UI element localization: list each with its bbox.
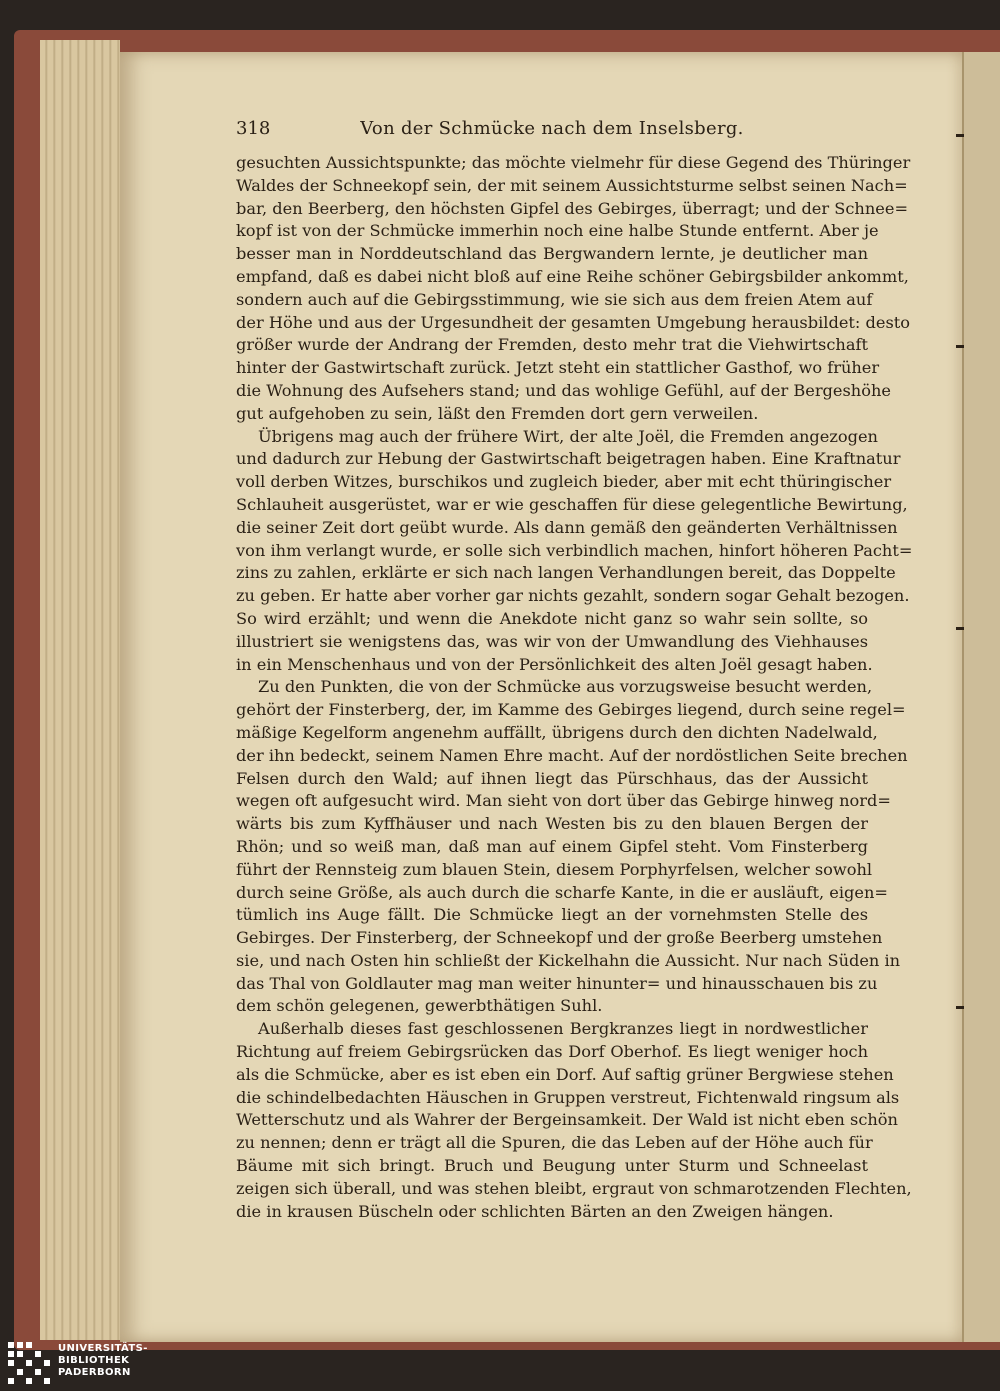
text-line: sie, und nach Osten hin schließt der Kickelhahn die Aussicht. Nur nach Süden in xyxy=(236,950,901,970)
text-line: empfand, daß es dabei nicht bloß auf eine Reihe schöner Gebirgsbilder ankommt, xyxy=(236,266,909,286)
page-tab-mark xyxy=(956,627,964,630)
text-line: zeigen sich überall, und was stehen bleibt, ergraut von schmarotzenden Flechten, xyxy=(236,1178,912,1198)
text-line: gesuchten Aussichtspunkte; das möchte vielmehr für diese Gegend des Thüringer xyxy=(236,153,911,172)
library-logo xyxy=(0,1336,200,1391)
text-line: bar, den Beerberg, den höchsten Gipfel des Gebirges, überragt; und der Schnee= xyxy=(236,198,909,218)
body-text xyxy=(236,152,913,1223)
text-line: Übrigens mag auch der frühere Wirt, der alte Joël, die Fremden angezogen xyxy=(258,426,878,446)
text-line: sondern auch auf die Gebirgsstimmung, wie sie sich aus dem freien Atem auf xyxy=(236,289,873,309)
text-line: dem schön gelegenen, gewerbthätigen Suhl. xyxy=(236,996,603,1016)
text-line: gehört der Finsterberg, der, im Kamme des Gebirges liegend, durch seine regel= xyxy=(236,700,906,720)
adjacent-page-edge xyxy=(962,52,1000,1342)
text-line: der Höhe und aus der Urgesundheit der gesamten Umgebung herausbildet: desto xyxy=(236,312,911,332)
page-tab-mark xyxy=(956,1006,964,1009)
text-line: Außerhalb dieses fast geschlossenen Bergkranzes liegt in nordwestlicher xyxy=(258,1019,868,1039)
library-logo-mark-icon xyxy=(8,1342,50,1386)
text-line: Felsen durch den Wald; auf ihnen liegt das Pürschhaus, das der Aussicht xyxy=(236,768,868,788)
text-line: und dadurch zur Hebung der Gastwirtschaft beigetragen haben. Eine Kraftnatur xyxy=(236,449,901,469)
text-line: größer wurde der Andrang der Fremden, desto mehr trat die Viehwirtschaft xyxy=(236,335,868,355)
text-line: tümlich ins Auge fällt. Die Schmücke liegt an der vornehmsten Stelle des xyxy=(236,905,868,925)
text-line: wegen oft aufgesucht wird. Man sieht von dort über das Gebirge hinweg nord= xyxy=(236,791,891,811)
text-line: So wird erzählt; und wenn die Anekdote nicht ganz so wahr sein sollte, so xyxy=(236,608,868,628)
text-line: führt der Rennsteig zum blauen Stein, diesem Porphyrfelsen, welcher sowohl xyxy=(236,859,873,879)
text-line: Zu den Punkten, die von der Schmücke aus vorzugsweise besucht werden, xyxy=(258,677,873,697)
text-line: das Thal von Goldlauter mag man weiter hinunter= und hinausschauen bis zu xyxy=(236,973,878,993)
text-line: Rhön; und so weiß man, daß man auf einem Gipfel steht. Vom Finsterberg xyxy=(236,836,868,856)
text-line: mäßige Kegelform angenehm auffällt, übrigens durch den dichten Nadelwald, xyxy=(236,722,878,742)
page-tab-mark xyxy=(956,134,964,137)
text-line: voll derben Witzes, burschikos und zugleich bieder, aber mit echt thüringischer xyxy=(236,472,892,492)
running-title: Von der Schmücke nach dem Inselsberg. xyxy=(360,118,744,139)
text-line: der ihn bedeckt, seinem Namen Ehre macht. Auf der nordöstlichen Seite brechen xyxy=(236,745,908,765)
text-line: die seiner Zeit dort geübt wurde. Als dann gemäß den geänderten Verhältnissen xyxy=(236,517,898,537)
text-line: zu nennen; denn er trägt all die Spuren, die das Leben auf der Höhe auch für xyxy=(236,1133,873,1153)
text-line: gut aufgehoben zu sein, läßt den Fremden dort gern verweilen. xyxy=(236,403,759,423)
text-line: Richtung auf freiem Gebirgsrücken das Dorf Oberhof. Es liegt weniger hoch xyxy=(236,1042,868,1062)
text-line: die schindelbedachten Häuschen in Gruppen verstreut, Fichtenwald ringsum als xyxy=(236,1087,900,1107)
text-line: zins zu zahlen, erklärte er sich nach langen Verhandlungen bereit, das Doppelte xyxy=(236,563,896,583)
page-tab-mark xyxy=(956,345,964,348)
text-line: besser man in Norddeutschland das Bergwandern lernte, je deutlicher man xyxy=(236,244,868,264)
text-line: Bäume mit sich bringt. Bruch und Beugung unter Sturm und Schneelast xyxy=(236,1156,868,1176)
text-line: Schlauheit ausgerüstet, war er wie geschaffen für diese gelegentliche Bewirtung, xyxy=(236,494,908,514)
page-edges xyxy=(40,40,120,1340)
text-line: von ihm verlangt wurde, er solle sich verbindlich machen, hinfort höheren Pacht= xyxy=(236,540,913,560)
text-line: hinter der Gastwirtschaft zurück. Jetzt steht ein stattlicher Gasthof, wo früher xyxy=(236,358,880,378)
text-line: die Wohnung des Aufsehers stand; und das wohlige Gefühl, auf der Bergeshöhe xyxy=(236,380,891,400)
page-number: 318 xyxy=(236,118,271,139)
text-line: Waldes der Schneekopf sein, der mit seinem Aussichtsturme selbst seinen Nach= xyxy=(236,175,908,195)
library-logo-line: PADERBORN xyxy=(58,1367,131,1378)
text-line: Wetterschutz und als Wahrer der Bergeinsamkeit. Der Wald ist nicht eben schön xyxy=(236,1110,898,1130)
library-logo-line: UNIVERSITÄTS- xyxy=(58,1343,148,1354)
text-line: zu geben. Er hatte aber vorher gar nichts gezahlt, sondern sogar Gehalt bezogen. xyxy=(236,586,910,606)
page-header xyxy=(236,118,868,148)
library-logo-text xyxy=(58,1343,148,1379)
text-line: wärts bis zum Kyffhäuser und nach Westen bis zu den blauen Bergen der xyxy=(236,814,868,834)
text-line: in ein Menschenhaus und von der Persönlichkeit des alten Joël gesagt haben. xyxy=(236,654,873,674)
text-line: die in krausen Büscheln oder schlichten Bärten an den Zweigen hängen. xyxy=(236,1201,834,1221)
text-line: illustriert sie wenigstens das, was wir von der Umwandlung des Viehhauses xyxy=(236,631,868,651)
text-line: als die Schmücke, aber es ist eben ein Dorf. Auf saftig grüner Bergwiese stehen xyxy=(236,1064,894,1084)
text-line: Gebirges. Der Finsterberg, der Schneekopf und der große Beerberg umstehen xyxy=(236,928,883,948)
text-line: durch seine Größe, als auch durch die scharfe Kante, in die er ausläuft, eigen= xyxy=(236,882,888,902)
text-line: kopf ist von der Schmücke immerhin noch eine halbe Stunde entfernt. Aber je xyxy=(236,221,879,241)
library-logo-line: BIBLIOTHEK xyxy=(58,1355,130,1366)
